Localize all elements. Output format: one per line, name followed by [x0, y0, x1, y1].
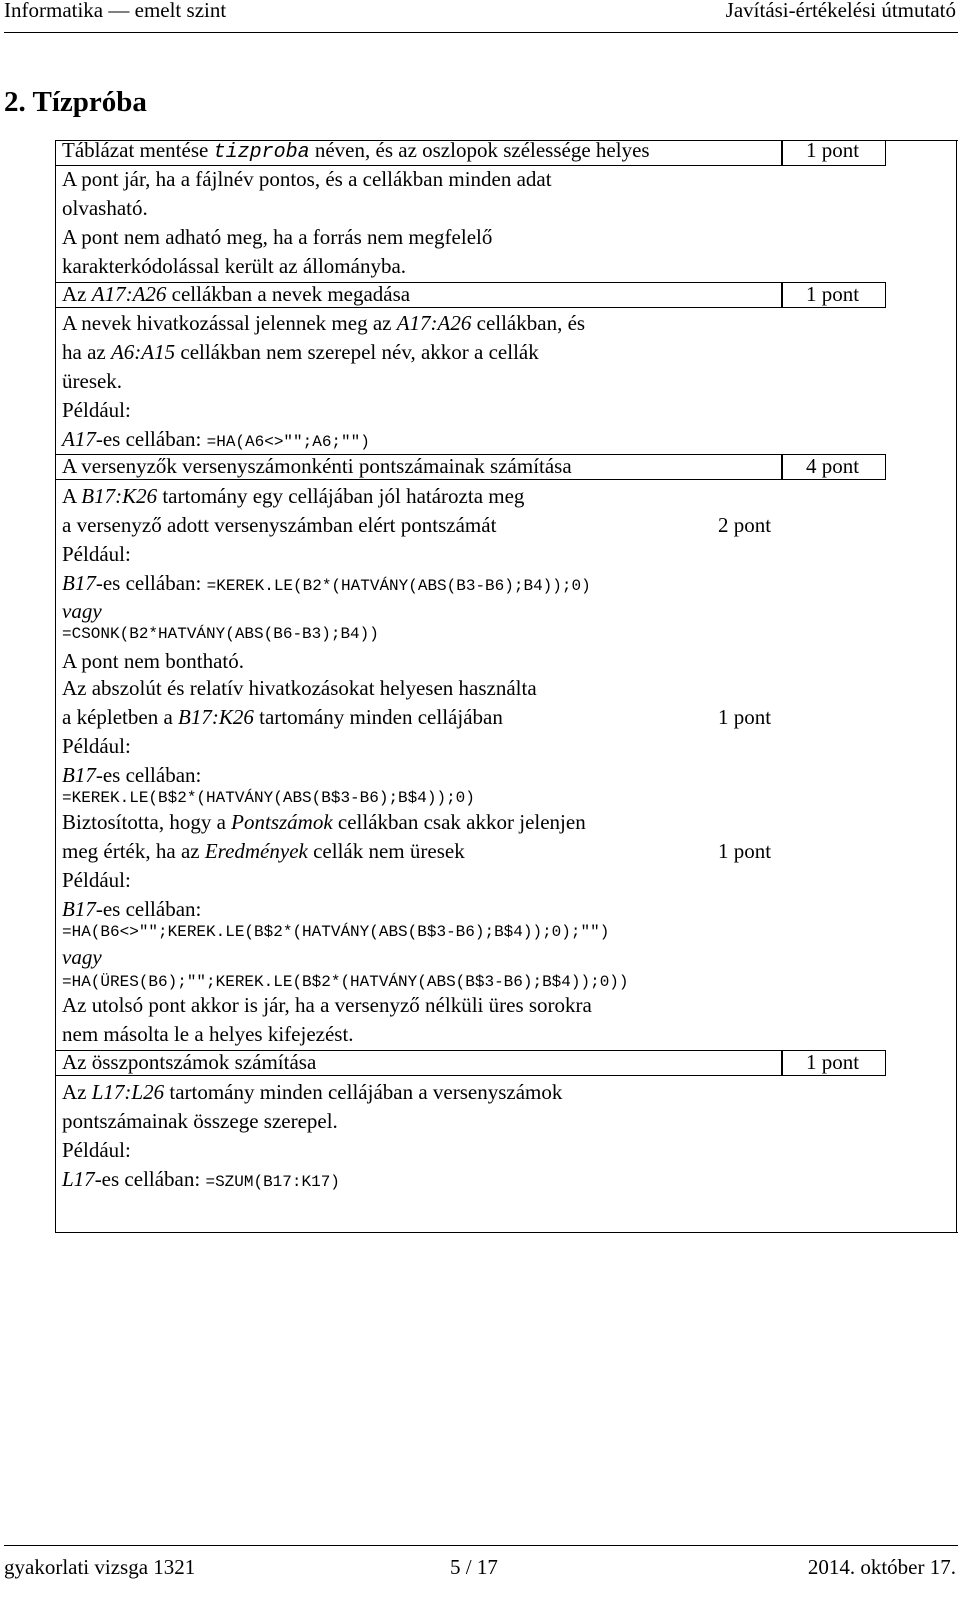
range-name: Eredmények: [204, 839, 308, 863]
note-line: [62, 808, 586, 836]
formula: =KEREK.LE(B$2*(HATVÁNY(ABS(B$3-B6);B$4));0): [62, 789, 475, 807]
text: A: [62, 484, 82, 508]
text: -es cellában:: [95, 897, 202, 921]
text: tartomány minden cellájában: [253, 705, 503, 729]
note-line: pontszámainak összege szerepel.: [62, 1109, 338, 1133]
cell-ref: A17: [62, 427, 96, 451]
cell-ref: B17: [62, 897, 96, 921]
heading-text: néven, és az oszlopok szélessége helyes: [309, 138, 650, 162]
cell-ref: B17: [62, 571, 96, 595]
example-label: Például:: [62, 1138, 131, 1162]
example-label: Például:: [62, 868, 131, 892]
example-formula-line: [62, 569, 591, 600]
note-line: A pont nem bontható.: [62, 649, 244, 673]
note-line: olvasható.: [62, 196, 148, 220]
header-subject: Informatika — emelt szint: [4, 0, 227, 22]
footer-date: 2014. október 17.: [807, 1555, 956, 1579]
note-line: [62, 309, 585, 337]
scoring-table-bottom-rule: [55, 1232, 958, 1233]
heading-text: Az: [62, 282, 92, 306]
page-number: 5 / 17: [450, 1555, 498, 1579]
formula: =HA(A6<>"";A6;""): [206, 433, 370, 451]
note-line: karakterkódolással került az állományba.: [62, 254, 407, 278]
header-rule: [4, 32, 958, 33]
criterion-scores-heading: A versenyzők versenyszámonkénti pontszámainak számítása: [62, 454, 572, 478]
text: -es cellában:: [94, 1167, 206, 1191]
text: Az: [62, 1080, 92, 1104]
note-line: Az abszolút és relatív hivatkozásokat helyesen használta: [62, 676, 537, 700]
points-save: 1 pont: [805, 138, 860, 162]
text: cellákban csak akkor jelenjen: [332, 810, 586, 834]
example-label: Például:: [62, 542, 131, 566]
example-label: Például:: [62, 734, 131, 758]
subpoints: 1 pont: [718, 705, 772, 729]
filename: tizproba: [213, 141, 310, 164]
text: cellákban nem szerepel név, akkor a cellák: [175, 340, 539, 364]
subpoints: 2 pont: [718, 513, 772, 537]
formula: =HA(ÜRES(B6);"";KEREK.LE(B$2*(HATVÁNY(ABS(B$3-B6);B$4));0)): [62, 973, 629, 991]
note-line: a versenyző adott versenyszámban elért pontszámát: [62, 513, 497, 537]
text: ha az: [62, 340, 111, 364]
note-line: [62, 703, 503, 731]
text: A nevek hivatkozással jelennek meg az: [62, 311, 397, 335]
formula: =CSONK(B2*HATVÁNY(ABS(B6-B3);B4)): [62, 625, 379, 643]
cell-range: A6:A15: [110, 340, 176, 364]
text: vagy: [62, 945, 102, 969]
example-label: Például:: [62, 398, 131, 422]
example-formula-line: [62, 1165, 340, 1196]
text: cellákban, és: [471, 311, 586, 335]
cell-range: A17:A26: [396, 311, 472, 335]
note-line: [62, 1078, 562, 1106]
formula: =KEREK.LE(B2*(HATVÁNY(ABS(B3-B6);B4));0): [206, 577, 591, 595]
text: cellák nem üresek: [307, 839, 465, 863]
range-name: Pontszámok: [231, 810, 333, 834]
page-header: [0, 0, 960, 40]
text: vagy: [62, 599, 102, 623]
text: -es cellában:: [95, 763, 202, 787]
note-line: nem másolta le a helyes kifejezést.: [62, 1022, 354, 1046]
text: tartomány minden cellájában a versenyszámok: [164, 1080, 563, 1104]
text: Biztosította, hogy a: [62, 810, 232, 834]
note-line: A pont nem adható meg, ha a forrás nem megfelelő: [62, 225, 493, 249]
points-names: 1 pont: [805, 282, 860, 306]
formula: =SZUM(B17:K17): [205, 1173, 340, 1191]
cell-ref: L17: [62, 1167, 95, 1191]
or-label: [62, 943, 102, 971]
cell-range: B17:K26: [81, 484, 158, 508]
points-total: 1 pont: [805, 1050, 860, 1074]
note-line: üresek.: [62, 369, 123, 393]
note-line: [62, 837, 465, 865]
points-scores: 4 pont: [805, 454, 860, 478]
text: -es cellában:: [95, 427, 207, 451]
cell-range: L17:L26: [91, 1080, 165, 1104]
heading-text: Táblázat mentése: [62, 138, 214, 162]
text: -es cellában:: [95, 571, 207, 595]
criterion-save-heading: [62, 136, 650, 167]
note-line: [62, 338, 539, 366]
cell-range: B17:K26: [178, 705, 254, 729]
footer-exam: gyakorlati vizsga 1321: [4, 1555, 196, 1579]
subpoints: 1 pont: [718, 839, 772, 863]
note-line: [62, 482, 524, 510]
text: meg érték, ha az: [62, 839, 205, 863]
section-title: 2. Tízpróba: [4, 86, 147, 118]
criterion-total-heading: Az összpontszámok számítása: [62, 1050, 317, 1074]
note-line: Az utolsó pont akkor is jár, ha a versenyző nélküli üres sorokra: [62, 993, 592, 1017]
cell-range: A17:A26: [91, 282, 167, 306]
criterion-names-heading: [62, 280, 410, 308]
text: tartomány egy cellájában jól határozta meg: [157, 484, 525, 508]
footer-rule: [4, 1545, 958, 1546]
header-doc-type: Javítási-értékelési útmutató: [725, 0, 956, 22]
heading-text: cellákban a nevek megadása: [166, 282, 411, 306]
formula: =HA(B6<>"";KEREK.LE(B$2*(HATVÁNY(ABS(B$3-B6);B$4));0);""): [62, 923, 610, 941]
note-line: A pont jár, ha a fájlnév pontos, és a cellákban minden adat: [62, 167, 552, 191]
text: a képletben a: [62, 705, 179, 729]
page-footer: [0, 1545, 960, 1605]
cell-ref: B17: [62, 763, 96, 787]
